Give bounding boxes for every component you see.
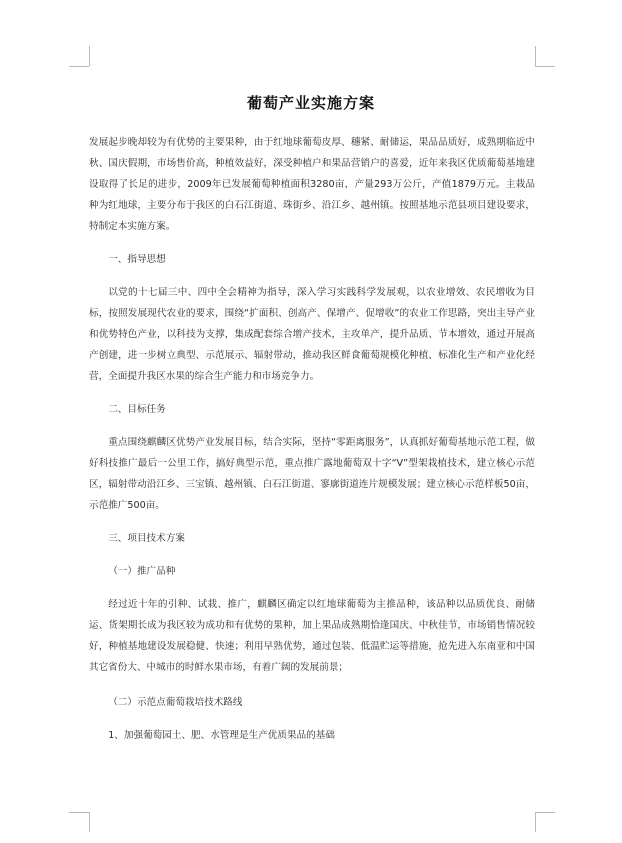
document-body [89,132,535,746]
subsection-heading-varieties: （一）推广品种 [108,566,176,577]
section-heading-goals: 二、目标任务 [108,404,166,415]
goals-paragraph: 重点围绕麒麟区优势产业发展目标，结合实际，坚持“零距离服务”，认真抓好葡萄基地示范工程，做好科技推广最后一公里工作，搞好典型示范，重点推广露地葡萄双十字“V”型架栽植技术，建立核心示范区，辐射带动沿江乡、三宝镇、越州镇、白石江街道、寥廓街道连片规模发展；建立核心示范样板50亩，示范推广500亩。 [89,437,535,511]
crop-mark-top-left [89,46,90,66]
list-item-soil-management: 1、加强葡萄园土、肥、水管理是生产优质果品的基础 [108,730,335,741]
guiding-ideology-paragraph: 以党的十七届三中、四中全会精神为指导，深入学习实践科学发展观，以农业增效、农民增收为目标，按照发展现代农业的要求，围绕“扩面积、创高产、保增产、促增收”的农业工作思路，突出主导产业和优势特色产业，以科技为支撑，集成配套综合增产技术，主攻单产，提升品质、节本增效，通过开展高产创建，进一步树立典型、示范展示、辐射带动，推动我区鲜食葡萄规模化种植、标准化生产和产业化经营，全面提升我区水果的综合生产能力和市场竞争力。 [89,287,535,382]
crop-mark-bottom-left [69,812,89,813]
crop-mark-bottom-right [535,812,536,832]
subsection-heading-cultivation-route: （二）示范点葡萄栽培技术路线 [108,697,243,708]
crop-mark-top-right [535,66,555,67]
section-heading-technical-plan: 三、项目技术方案 [108,533,185,544]
crop-mark-bottom-left [89,812,90,832]
intro-paragraph: 发展起步晚却较为有优势的主要果种，由于红地球葡萄皮厚、穗紧、耐储运，果品品质好，成熟期临近中秋、国庆假期，市场售价高，种植效益好，深受种植户和果品营销户的喜爱，近年来我区优质葡萄基地建设取得了长足的进步，2009年已发展葡萄种植面积3280亩，产量293万公斤，产值1879万元。主栽品种为红地球，主要分布于我区的白石江街道、珠街乡、沿江乡、越州镇。按照基地示范县项目建设要求，特制定本实施方案。 [89,137,535,232]
crop-mark-top-right [535,46,536,66]
section-heading-guiding-ideology: 一、指导思想 [108,254,166,265]
crop-mark-top-left [69,66,89,67]
crop-mark-bottom-right [535,812,555,813]
varieties-paragraph: 经过近十年的引种、试栽、推广，麒麟区确定以红地球葡萄为主推品种，该品种以品质优良、耐储运、货架期长成为我区较为成功和有优势的果种，加上果品成熟期恰逢国庆、中秋佳节，市场销售情况较好，种植基地建设发展稳健、快速；利用早熟优势，通过包装、低温贮运等措施，抢先进入东南亚和中国其它省份大、中城市的时鲜水果市场，有着广阔的发展前景； [89,599,535,673]
document-title: 葡萄产业实施方案 [246,94,375,112]
